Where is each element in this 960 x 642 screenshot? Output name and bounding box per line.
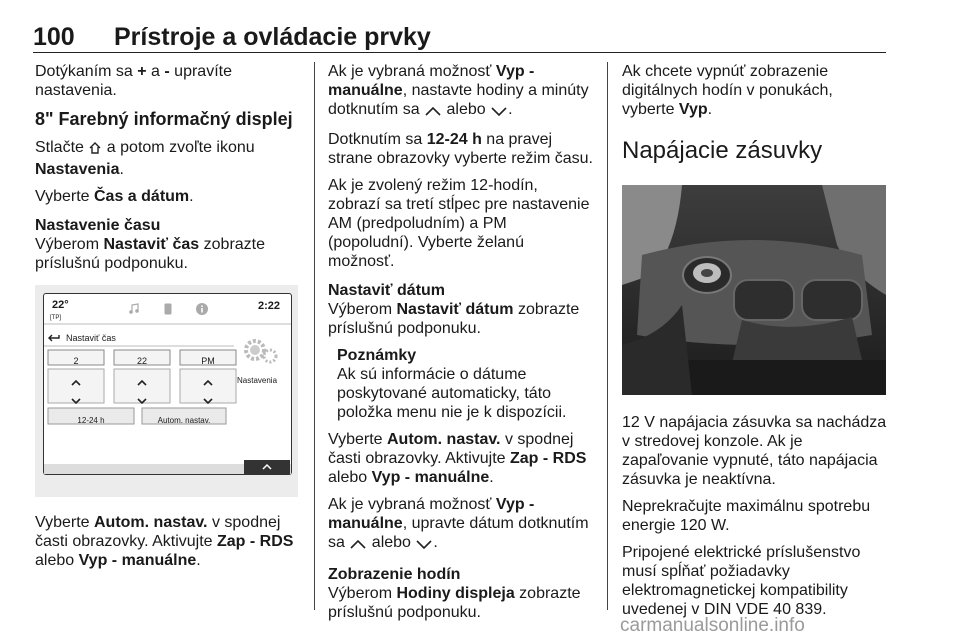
info-icon[interactable] [196, 301, 208, 320]
subheading: Zobrazenie hodín [328, 566, 461, 583]
watermark: carmanualsonline.info [620, 615, 805, 636]
subheading: Nastaviť dátum [328, 282, 446, 299]
chevron-up-icon [424, 103, 442, 122]
chevron-down-icon[interactable] [71, 390, 81, 409]
screen-clock: 2:22 [258, 300, 281, 312]
column-divider [607, 62, 608, 610]
chevron-up-icon[interactable] [203, 372, 213, 391]
chevron-down-icon[interactable] [203, 390, 213, 409]
column-divider [314, 62, 315, 610]
chevron-down-icon [490, 103, 508, 122]
ampm-value: PM [201, 356, 215, 366]
note-text: Ak sú informácie o dátume poskytované automaticky, táto položka menu nie je k dispozícii. [337, 366, 567, 421]
gear-icon[interactable] [242, 336, 280, 371]
column-1 [35, 62, 300, 578]
paragraph: Dotknutím sa 12-24 h na pravej strane obrazovky vyberte režim času. [328, 131, 593, 167]
chevron-up-icon[interactable] [71, 372, 81, 391]
column-3 [622, 62, 888, 627]
paragraph: Stlačte a potom zvoľte ikonu Nastavenia. [35, 139, 255, 178]
chevron-down-icon[interactable] [137, 390, 147, 409]
paragraph: Neprekračujte maximálnu spotrebu energie 120 W. [622, 498, 871, 534]
power-outlet-photo [622, 185, 886, 395]
display-screen [43, 293, 292, 475]
paragraph: Ak je vybraná možnosť Vyp - manuálne, upravte dátum dotknutím sa alebo . [328, 495, 593, 555]
chevron-down-icon [415, 536, 433, 555]
display-screenshot [35, 285, 298, 497]
screen-temperature: 22° [52, 299, 69, 311]
screen-tp: [TP] [50, 315, 62, 321]
page-title: Prístroje a ovládacie prvky [114, 23, 431, 51]
intro-paragraph: Dotýkaním sa + a - upravíte nastavenia. [35, 63, 232, 99]
paragraph: Vyberte Čas a dátum. [35, 188, 194, 205]
section-heading: 8" Farebný informačný displej [35, 109, 293, 129]
paragraph: Ak chcete vypnúť zobrazenie digitálnych hodín v ponukách, vyberte Vyp. [622, 63, 833, 118]
paragraph: Vyberte Autom. nastav. v spodnej časti obrazovky. Aktivujte Zap - RDS alebo Vyp - manuálne. [328, 431, 587, 486]
btn-12-24h[interactable]: 12-24 h [77, 416, 105, 425]
phone-icon[interactable] [164, 301, 172, 320]
minute-value: 22 [136, 356, 147, 366]
hour-value: 2 [73, 356, 79, 366]
back-arrow-icon[interactable] [48, 329, 62, 348]
paragraph: Ak je zvolený režim 12-hodín, zobrazí sa tretí stĺpec pre nastavenie AM (predpoludním) a PM (popoludní). Vyberte želanú možnosť. [328, 177, 590, 270]
page-number: 100 [33, 23, 75, 51]
paragraph: 12 V napájacia zásuvka sa nachádza v stredovej konzole. Ak je zapaľovanie vypnuté, táto napájacia zásuvka je neaktívna. [622, 414, 887, 488]
btn-autom-nastav[interactable]: Autom. nastav. [157, 416, 211, 425]
paragraph: Výberom Hodiny displeja zobrazte príslušnú podponuku. [328, 585, 581, 621]
paragraph: Vyberte Autom. nastav. v spodnej časti obrazovky. Aktivujte Zap - RDS alebo Vyp - manuálne. [35, 514, 294, 569]
music-icon[interactable] [128, 301, 140, 320]
paragraph: Výberom Nastaviť čas zobrazte príslušnú podponuku. [35, 236, 266, 272]
home-icon [88, 141, 102, 160]
section-heading: Napájacie zásuvky [622, 137, 823, 164]
column-2 [328, 62, 593, 630]
chevron-up-icon [349, 536, 367, 555]
screen-title: Nastaviť čas [66, 333, 116, 343]
note-box [337, 346, 593, 422]
paragraph: Ak je vybraná možnosť Vyp - manuálne, nastavte hodiny a minúty dotknutím sa alebo . [328, 62, 593, 122]
page-header [33, 18, 886, 53]
settings-label[interactable]: Nastavenia [237, 376, 278, 385]
note-title: Poznámky [337, 347, 417, 364]
chevron-up-icon[interactable] [137, 372, 147, 391]
paragraph: Výberom Nastaviť dátum zobrazte príslušnú podponuku. [328, 301, 580, 337]
paragraph: Pripojené elektrické príslušenstvo musí spĺňať požiadavky elektromagnetickej kompatibility uvedenej v DIN VDE 40 839. [622, 544, 861, 618]
subheading: Nastavenie času [35, 217, 161, 234]
